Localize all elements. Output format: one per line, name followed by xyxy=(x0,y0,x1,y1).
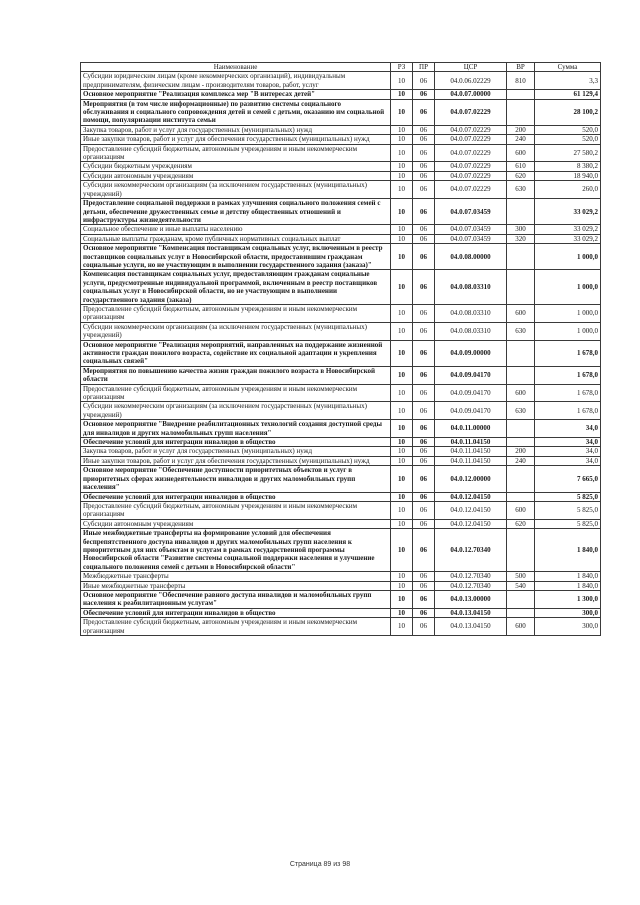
table-row xyxy=(81,181,601,199)
cell-csr: 04.0.08.03310 xyxy=(435,322,507,340)
cell-vr: 200 xyxy=(507,447,535,456)
cell-csr: 04.0.11.04150 xyxy=(435,456,507,465)
cell-name: Основное мероприятие "Компенсация поставщикам социальных услуг, включенным в реестр поставщиков социальных услуг в Новосибирской области, предоставившим гражданам социальные услуги, но не участвующим в выполнении государственного задания (заказа)" xyxy=(81,244,391,270)
cell-rz: 10 xyxy=(391,199,413,225)
cell-rz: 10 xyxy=(391,135,413,144)
cell-vr: 610 xyxy=(507,162,535,171)
table-row xyxy=(81,384,601,402)
cell-pr: 06 xyxy=(413,90,435,99)
cell-csr: 04.0.11.04150 xyxy=(435,447,507,456)
cell-name: Предоставление субсидий бюджетным, автономным учреждениям и иным некоммерческим организациям xyxy=(81,384,391,402)
cell-csr: 04.0.07.02229 xyxy=(435,144,507,162)
cell-sum: 5 825,0 xyxy=(535,492,601,501)
cell-pr: 06 xyxy=(413,99,435,125)
cell-vr xyxy=(507,199,535,225)
cell-csr: 04.0.08.03310 xyxy=(435,304,507,322)
cell-csr: 04.0.08.00000 xyxy=(435,244,507,270)
cell-pr: 06 xyxy=(413,402,435,420)
table-row xyxy=(81,225,601,234)
cell-name: Обеспечение условий для интеграции инвалидов в общество xyxy=(81,492,391,501)
cell-sum: 1 840,0 xyxy=(535,529,601,572)
cell-vr: 630 xyxy=(507,181,535,199)
cell-sum: 300,0 xyxy=(535,618,601,636)
cell-sum: 520,0 xyxy=(535,125,601,134)
cell-rz: 10 xyxy=(391,72,413,90)
cell-sum: 3,3 xyxy=(535,72,601,90)
cell-name: Субсидии некоммерческим организациям (за исключением государственных (муниципальных) учреждений) xyxy=(81,402,391,420)
cell-vr xyxy=(507,99,535,125)
cell-vr: 600 xyxy=(507,304,535,322)
cell-rz: 10 xyxy=(391,456,413,465)
cell-pr: 06 xyxy=(413,529,435,572)
cell-vr xyxy=(507,438,535,447)
cell-rz: 10 xyxy=(391,384,413,402)
cell-sum: 1 000,0 xyxy=(535,304,601,322)
cell-name: Межбюджетные трансферты xyxy=(81,572,391,581)
cell-csr: 04.0.07.03459 xyxy=(435,199,507,225)
budget-table xyxy=(80,62,601,636)
cell-name: Обеспечение условий для интеграции инвалидов в общество xyxy=(81,608,391,617)
cell-name: Предоставление субсидий бюджетным, автономным учреждениям и иным некоммерческим организациям xyxy=(81,618,391,636)
cell-pr: 06 xyxy=(413,384,435,402)
table-body xyxy=(81,72,601,636)
cell-csr: 04.0.07.02229 xyxy=(435,171,507,180)
table-row xyxy=(81,447,601,456)
cell-name: Основное мероприятие "Реализация мероприятий, направленных на поддержание жизненной активности граждан пожилого возраста, содействие их социальной адаптации и укрепления социальных связей" xyxy=(81,340,391,366)
cell-name: Иные межбюджетные трансферты xyxy=(81,581,391,590)
cell-sum: 1 678,0 xyxy=(535,402,601,420)
cell-rz: 10 xyxy=(391,171,413,180)
cell-vr xyxy=(507,270,535,305)
header-vr: ВР xyxy=(507,63,535,72)
cell-vr xyxy=(507,466,535,492)
cell-pr: 06 xyxy=(413,270,435,305)
cell-rz: 10 xyxy=(391,618,413,636)
table-row xyxy=(81,572,601,581)
cell-sum: 300,0 xyxy=(535,608,601,617)
table-row xyxy=(81,171,601,180)
table-row xyxy=(81,529,601,572)
cell-name: Субсидии автономным учреждениям xyxy=(81,519,391,528)
cell-rz: 10 xyxy=(391,322,413,340)
cell-vr: 600 xyxy=(507,501,535,519)
header-rz: РЗ xyxy=(391,63,413,72)
cell-name: Субсидии некоммерческим организациям (за исключением государственных (муниципальных) учреждений) xyxy=(81,322,391,340)
cell-vr: 240 xyxy=(507,456,535,465)
cell-sum: 28 100,2 xyxy=(535,99,601,125)
table-row xyxy=(81,581,601,590)
cell-name: Компенсация поставщикам социальных услуг, предоставляющим гражданам социальные услуги, предусмотренные индивидуальной программой, включенным в реестр поставщиков социальных услуг в Новосибирской области, но не участвующим в выполнении государственного задания (заказа) xyxy=(81,270,391,305)
table-row xyxy=(81,501,601,519)
cell-rz: 10 xyxy=(391,608,413,617)
cell-csr: 04.0.09.04170 xyxy=(435,384,507,402)
cell-sum: 1 000,0 xyxy=(535,244,601,270)
cell-vr: 600 xyxy=(507,144,535,162)
cell-rz: 10 xyxy=(391,581,413,590)
cell-rz: 10 xyxy=(391,304,413,322)
cell-csr: 04.0.07.03459 xyxy=(435,225,507,234)
cell-name: Обеспечение условий для интеграции инвалидов в общество xyxy=(81,438,391,447)
cell-vr: 810 xyxy=(507,72,535,90)
cell-sum: 1 840,0 xyxy=(535,581,601,590)
cell-csr: 04.0.07.02229 xyxy=(435,162,507,171)
cell-vr xyxy=(507,420,535,438)
cell-rz: 10 xyxy=(391,447,413,456)
cell-sum: 33 029,2 xyxy=(535,199,601,225)
cell-pr: 06 xyxy=(413,234,435,243)
cell-csr: 04.0.09.04170 xyxy=(435,402,507,420)
cell-rz: 10 xyxy=(391,466,413,492)
cell-sum: 61 129,4 xyxy=(535,90,601,99)
cell-pr: 06 xyxy=(413,162,435,171)
table-row xyxy=(81,608,601,617)
cell-sum: 1 678,0 xyxy=(535,384,601,402)
cell-pr: 06 xyxy=(413,340,435,366)
cell-name: Иные межбюджетные трансферты на формирование условий для обеспечения беспрепятственного доступа инвалидов и других маломобильных групп населения к приоритетным для них объектам и услугам в рамках государственной программы Новосибирской области "Развитие системы социальной поддержки населения и улучшение социального положения семей с детьми в Новосибирской области" xyxy=(81,529,391,572)
cell-pr: 06 xyxy=(413,304,435,322)
cell-rz: 10 xyxy=(391,340,413,366)
cell-rz: 10 xyxy=(391,90,413,99)
cell-csr: 04.0.13.00000 xyxy=(435,590,507,608)
cell-sum: 5 825,0 xyxy=(535,519,601,528)
cell-csr: 04.0.07.03459 xyxy=(435,234,507,243)
cell-csr: 04.0.11.04150 xyxy=(435,438,507,447)
cell-sum: 34,0 xyxy=(535,456,601,465)
header-csr: ЦСР xyxy=(435,63,507,72)
cell-csr: 04.0.12.00000 xyxy=(435,466,507,492)
cell-pr: 06 xyxy=(413,125,435,134)
cell-pr: 06 xyxy=(413,492,435,501)
cell-rz: 10 xyxy=(391,492,413,501)
cell-vr: 500 xyxy=(507,572,535,581)
cell-name: Основное мероприятие "Обеспечение равного доступа инвалидов и маломобильных групп населения к реабилитационным услугам" xyxy=(81,590,391,608)
cell-pr: 06 xyxy=(413,366,435,384)
cell-name: Субсидии юридическим лицам (кроме некоммерческих организаций), индивидуальным предпринимателям, физическим лицам - производителям товаров, работ, услуг xyxy=(81,72,391,90)
cell-pr: 06 xyxy=(413,244,435,270)
table-row xyxy=(81,456,601,465)
cell-csr: 04.0.12.04150 xyxy=(435,501,507,519)
cell-name: Субсидии бюджетным учреждениям xyxy=(81,162,391,171)
cell-csr: 04.0.12.04150 xyxy=(435,492,507,501)
cell-vr xyxy=(507,529,535,572)
cell-sum: 7 665,0 xyxy=(535,466,601,492)
table-row xyxy=(81,402,601,420)
page-number: Страница 89 из 98 xyxy=(289,861,351,868)
cell-sum: 34,0 xyxy=(535,438,601,447)
cell-vr: 300 xyxy=(507,225,535,234)
cell-name: Социальные выплаты гражданам, кроме публичных нормативных социальных выплат xyxy=(81,234,391,243)
cell-sum: 34,0 xyxy=(535,447,601,456)
cell-pr: 06 xyxy=(413,171,435,180)
cell-csr: 04.0.13.04150 xyxy=(435,618,507,636)
table-row xyxy=(81,590,601,608)
table-row xyxy=(81,519,601,528)
cell-sum: 18 940,0 xyxy=(535,171,601,180)
cell-rz: 10 xyxy=(391,519,413,528)
cell-name: Предоставление субсидий бюджетным, автономным учреждениям и иным некоммерческим организациям xyxy=(81,144,391,162)
header-name: Наименование xyxy=(81,63,391,72)
cell-sum: 260,0 xyxy=(535,181,601,199)
cell-csr: 04.0.06.02229 xyxy=(435,72,507,90)
cell-pr: 06 xyxy=(413,225,435,234)
table-row xyxy=(81,99,601,125)
cell-pr: 06 xyxy=(413,572,435,581)
cell-rz: 10 xyxy=(391,438,413,447)
cell-csr: 04.0.12.70340 xyxy=(435,529,507,572)
cell-vr: 630 xyxy=(507,402,535,420)
cell-pr: 06 xyxy=(413,501,435,519)
table-row xyxy=(81,492,601,501)
cell-pr: 06 xyxy=(413,72,435,90)
table-row xyxy=(81,199,601,225)
cell-name: Иные закупки товаров, работ и услуг для обеспечения государственных (муниципальных) нужд xyxy=(81,456,391,465)
cell-rz: 10 xyxy=(391,572,413,581)
cell-rz: 10 xyxy=(391,162,413,171)
cell-pr: 06 xyxy=(413,181,435,199)
table-row xyxy=(81,466,601,492)
cell-csr: 04.0.11.00000 xyxy=(435,420,507,438)
cell-rz: 10 xyxy=(391,234,413,243)
cell-csr: 04.0.12.04150 xyxy=(435,519,507,528)
cell-rz: 10 xyxy=(391,402,413,420)
cell-name: Мероприятия (в том числе информационные) по развитию системы социального обслуживания и социального сопровождения детей и семей с детьми, оказанию им социальной помощи, популяризации института семьи xyxy=(81,99,391,125)
cell-pr: 06 xyxy=(413,144,435,162)
cell-rz: 10 xyxy=(391,125,413,134)
cell-pr: 06 xyxy=(413,590,435,608)
cell-vr: 600 xyxy=(507,384,535,402)
cell-rz: 10 xyxy=(391,501,413,519)
cell-vr: 240 xyxy=(507,135,535,144)
cell-vr: 620 xyxy=(507,171,535,180)
cell-sum: 27 580,2 xyxy=(535,144,601,162)
table-header-row xyxy=(81,63,601,72)
cell-rz: 10 xyxy=(391,181,413,199)
cell-vr xyxy=(507,90,535,99)
table-row xyxy=(81,304,601,322)
cell-pr: 06 xyxy=(413,438,435,447)
cell-rz: 10 xyxy=(391,99,413,125)
cell-sum: 1 000,0 xyxy=(535,322,601,340)
cell-csr: 04.0.12.70340 xyxy=(435,581,507,590)
cell-pr: 06 xyxy=(413,581,435,590)
cell-rz: 10 xyxy=(391,244,413,270)
cell-csr: 04.0.09.04170 xyxy=(435,366,507,384)
cell-name: Предоставление субсидий бюджетным, автономным учреждениям и иным некоммерческим организациям xyxy=(81,304,391,322)
cell-sum: 1 000,0 xyxy=(535,270,601,305)
cell-pr: 06 xyxy=(413,466,435,492)
table-row xyxy=(81,340,601,366)
cell-sum: 520,0 xyxy=(535,135,601,144)
table-row xyxy=(81,366,601,384)
cell-vr xyxy=(507,492,535,501)
cell-sum: 1 678,0 xyxy=(535,366,601,384)
cell-name: Закупка товаров, работ и услуг для государственных (муниципальных) нужд xyxy=(81,447,391,456)
table-row xyxy=(81,618,601,636)
cell-csr: 04.0.12.70340 xyxy=(435,572,507,581)
cell-csr: 04.0.13.04150 xyxy=(435,608,507,617)
cell-name: Предоставление субсидий бюджетным, автономным учреждениям и иным некоммерческим организациям xyxy=(81,501,391,519)
cell-pr: 06 xyxy=(413,618,435,636)
table-row xyxy=(81,322,601,340)
cell-pr: 06 xyxy=(413,420,435,438)
cell-vr xyxy=(507,608,535,617)
table-row xyxy=(81,90,601,99)
cell-vr xyxy=(507,244,535,270)
cell-pr: 06 xyxy=(413,135,435,144)
cell-rz: 10 xyxy=(391,144,413,162)
table-row xyxy=(81,420,601,438)
cell-csr: 04.0.08.03310 xyxy=(435,270,507,305)
cell-vr: 620 xyxy=(507,519,535,528)
cell-pr: 06 xyxy=(413,322,435,340)
cell-name: Социальное обеспечение и иные выплаты населению xyxy=(81,225,391,234)
cell-sum: 33 029,2 xyxy=(535,234,601,243)
cell-vr: 540 xyxy=(507,581,535,590)
table-row xyxy=(81,244,601,270)
cell-csr: 04.0.09.00000 xyxy=(435,340,507,366)
cell-rz: 10 xyxy=(391,590,413,608)
table-row xyxy=(81,125,601,134)
cell-pr: 06 xyxy=(413,456,435,465)
cell-pr: 06 xyxy=(413,199,435,225)
cell-rz: 10 xyxy=(391,529,413,572)
cell-name: Предоставление социальной поддержки в рамках улучшения социального положения семей с детьми, обеспечение дружественных семье и детству общественных отношений и инфраструктуры жизнедеятельности xyxy=(81,199,391,225)
cell-vr xyxy=(507,340,535,366)
cell-pr: 06 xyxy=(413,519,435,528)
cell-name: Основное мероприятие "Внедрение реабилитационных технологий создания доступной среды для инвалидов и других маломобильных групп населения" xyxy=(81,420,391,438)
cell-pr: 06 xyxy=(413,608,435,617)
cell-rz: 10 xyxy=(391,366,413,384)
cell-name: Субсидии автономным учреждениям xyxy=(81,171,391,180)
cell-csr: 04.0.07.02229 xyxy=(435,181,507,199)
cell-vr: 600 xyxy=(507,618,535,636)
cell-rz: 10 xyxy=(391,270,413,305)
cell-name: Закупка товаров, работ и услуг для государственных (муниципальных) нужд xyxy=(81,125,391,134)
cell-rz: 10 xyxy=(391,225,413,234)
cell-name: Иные закупки товаров, работ и услуг для обеспечения государственных (муниципальных) нужд xyxy=(81,135,391,144)
cell-sum: 1 300,0 xyxy=(535,590,601,608)
header-sum: Сумма xyxy=(535,63,601,72)
cell-pr: 06 xyxy=(413,447,435,456)
cell-csr: 04.0.07.00000 xyxy=(435,90,507,99)
cell-sum: 5 825,0 xyxy=(535,501,601,519)
table-row xyxy=(81,144,601,162)
table-row xyxy=(81,270,601,305)
cell-csr: 04.0.07.02229 xyxy=(435,135,507,144)
cell-sum: 34,0 xyxy=(535,420,601,438)
cell-name: Субсидии некоммерческим организациям (за исключением государственных (муниципальных) учреждений) xyxy=(81,181,391,199)
cell-vr xyxy=(507,366,535,384)
cell-vr: 320 xyxy=(507,234,535,243)
cell-name: Основное мероприятие "Обеспечение доступности приоритетных объектов и услуг в приоритетных сферах жизнедеятельности инвалидов и других маломобильных групп населения" xyxy=(81,466,391,492)
cell-sum: 33 029,2 xyxy=(535,225,601,234)
table-row xyxy=(81,135,601,144)
header-pr: ПР xyxy=(413,63,435,72)
table-row xyxy=(81,234,601,243)
cell-vr: 630 xyxy=(507,322,535,340)
table-row xyxy=(81,162,601,171)
cell-csr: 04.0.07.02229 xyxy=(435,125,507,134)
cell-vr: 200 xyxy=(507,125,535,134)
cell-sum: 8 380,2 xyxy=(535,162,601,171)
cell-name: Мероприятия по повышению качества жизни граждан пожилого возраста в Новосибирской области xyxy=(81,366,391,384)
cell-sum: 1 678,0 xyxy=(535,340,601,366)
cell-rz: 10 xyxy=(391,420,413,438)
document-page xyxy=(80,62,600,636)
cell-vr xyxy=(507,590,535,608)
table-row xyxy=(81,438,601,447)
cell-csr: 04.0.07.02229 xyxy=(435,99,507,125)
table-row xyxy=(81,72,601,90)
cell-sum: 1 840,0 xyxy=(535,572,601,581)
cell-name: Основное мероприятие "Реализация комплекса мер "В интересах детей" xyxy=(81,90,391,99)
